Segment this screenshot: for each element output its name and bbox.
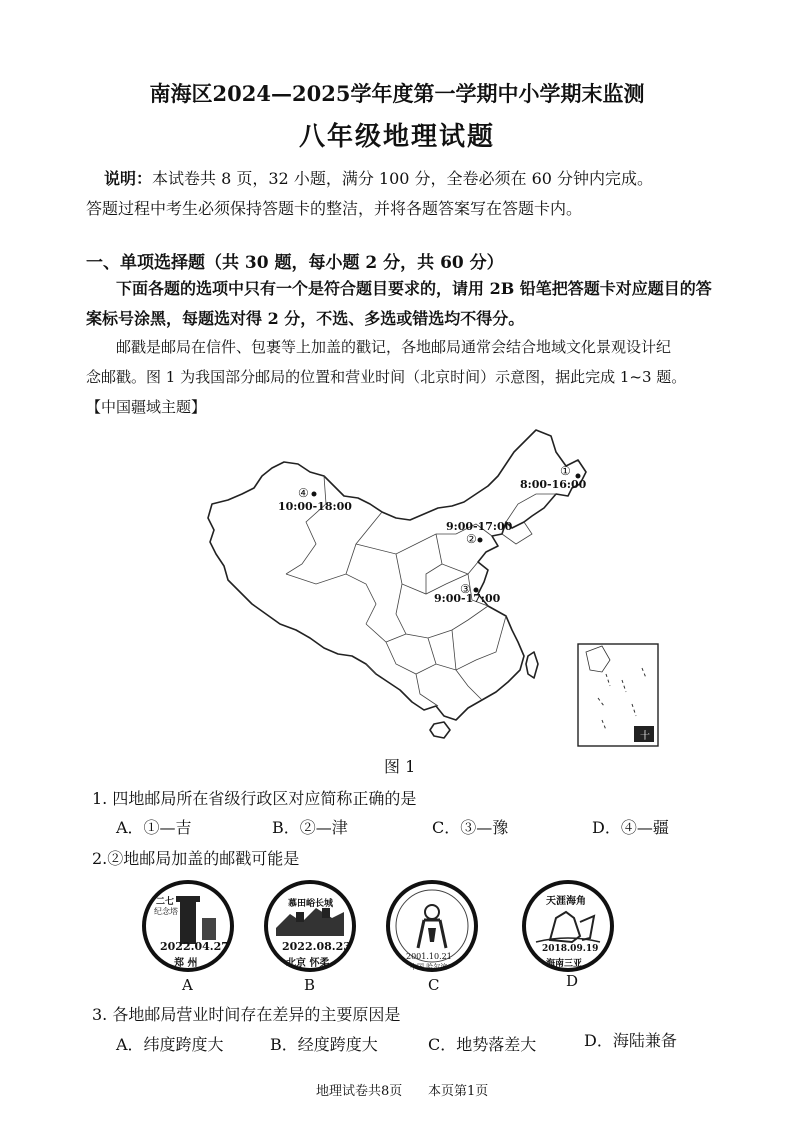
section-heading: 一、单项选择题（共 30 题，每小题 2 分，共 60 分） xyxy=(86,253,504,273)
context-line1: 邮戳是邮局在信件、包裹等上加盖的戳记，各地邮局通常会结合地域文化景观设计纪 xyxy=(116,338,672,356)
instructions-line1 xyxy=(104,166,653,189)
stamp-a-place: 郑 州 xyxy=(174,958,198,969)
instructions-label: 说明： xyxy=(104,169,153,188)
china-map xyxy=(206,424,666,749)
marker-4-time: 10:00-18:00 xyxy=(278,500,352,513)
marker-4-num: ④ xyxy=(298,486,309,500)
marker-1-num: ① xyxy=(560,464,571,478)
stamp-c xyxy=(384,878,480,974)
stamp-a xyxy=(140,878,236,974)
stamp-b-date: 2022.08.23 xyxy=(282,940,351,953)
section-desc-line2: 案标号涂黑，每题选对得 2 分，不选、多选或错选均不得分。 xyxy=(86,309,525,328)
stamp-d xyxy=(520,878,616,974)
map-caption: 图 1 xyxy=(384,757,416,776)
q1-option-d[interactable]: D．④—疆 xyxy=(592,818,669,837)
country-outline xyxy=(208,430,586,720)
instructions-text1: 本试卷共 8 页，32 小题，满分 100 分，全卷必须在 60 分钟内完成。 xyxy=(152,169,654,188)
stamp-d-date: 2018.09.19 xyxy=(542,944,599,954)
stamp-d-place: 海南三亚 xyxy=(546,959,583,969)
theme-label: 【中国疆域主题】 xyxy=(86,398,207,416)
q3-option-b[interactable]: B．经度跨度大 xyxy=(270,1035,378,1054)
hainan-island xyxy=(430,722,450,738)
q2-stem: 2.②地邮局加盖的邮戳可能是 xyxy=(92,849,300,868)
stamp-d-top: 天涯海角 xyxy=(546,896,586,907)
stamp-b-label[interactable]: B xyxy=(304,976,316,994)
marker-1-time: 8:00-16:00 xyxy=(520,478,587,491)
q3-option-c[interactable]: C．地势落差大 xyxy=(428,1035,537,1054)
q3-stem: 3. 各地邮局营业时间存在差异的主要原因是 xyxy=(92,1005,401,1024)
marker-2-time: 9:00-17:00 xyxy=(446,520,513,533)
q1-stem: 1. 四地邮局所在省级行政区对应简称正确的是 xyxy=(92,789,417,808)
marker-3-time: 9:00-17:00 xyxy=(434,592,501,605)
stamp-a-date: 2022.04.27 xyxy=(160,940,229,953)
footer-current-page: 本页第1页 xyxy=(428,1084,489,1099)
q1-option-a[interactable]: A．①—吉 xyxy=(116,818,192,837)
exam-subtitle: 八年级地理试题 xyxy=(298,122,495,152)
stamp-c-date: 2001.10.21 xyxy=(406,952,452,961)
marker-2-num: ② xyxy=(466,532,477,546)
svg-text:十: 十 xyxy=(640,731,650,742)
stamp-c-place: 中国 哈尔滨 xyxy=(410,963,448,971)
marker-dot-2 xyxy=(478,538,483,543)
q3-option-a[interactable]: A．纬度跨度大 xyxy=(116,1035,224,1054)
stamp-c-label[interactable]: C xyxy=(428,976,440,994)
section-desc-line1: 下面各题的选项中只有一个是符合题目要求的，请用 2B 铅笔把答题卡对应题目的答 xyxy=(116,279,712,298)
context-line2: 念邮戳。图 1 为我国部分邮局的位置和营业时间（北京时间）示意图，据此完成 1~3 题。 xyxy=(86,368,687,386)
q3-option-d[interactable]: D．海陆兼备 xyxy=(584,1031,677,1050)
stamp-b xyxy=(262,878,358,974)
stamp-b-top: 慕田峪长城 xyxy=(288,899,334,909)
footer-total-pages: 地理试卷共8页 xyxy=(316,1084,403,1099)
stamp-a-top: 二七 xyxy=(156,897,175,907)
q1-option-c[interactable]: C．③—豫 xyxy=(432,818,509,837)
q1-option-b[interactable]: B．②—津 xyxy=(272,818,348,837)
stamp-a-top2: 纪念塔 xyxy=(154,907,178,916)
china-map-svg xyxy=(206,424,666,749)
marker-dot-4 xyxy=(312,492,317,497)
marker-3-num: ③ xyxy=(460,582,471,596)
instructions-line2: 答题过程中考生必须保持答题卡的整洁，并将各题答案写在答题卡内。 xyxy=(86,199,583,218)
taiwan-island xyxy=(526,652,538,678)
stamp-b-place: 北京 怀柔 xyxy=(286,958,330,969)
stamp-a-label[interactable]: A xyxy=(182,976,193,994)
stamp-d-label[interactable]: D xyxy=(566,972,579,990)
exam-title: 南海区2024—2025学年度第一学期中小学期末监测 xyxy=(149,81,645,106)
